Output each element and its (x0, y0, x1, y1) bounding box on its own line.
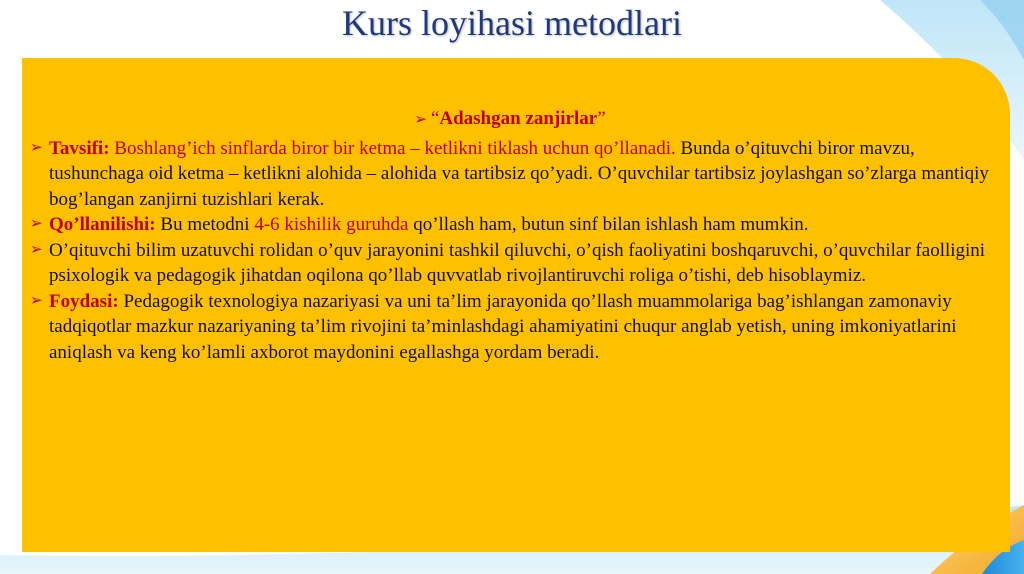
arrow-bullet-icon: ➢ (414, 112, 427, 128)
arrow-bullet-icon: ➢ (30, 139, 43, 156)
item-text: O’qituvchi bilim uzatuvchi rolidan o’quv jarayonini tashkil qiluvchi, o’qish faoliyatini boshqaruvchi, o’quvchilar faolligini psixologik va pedagogik jihatdan oqilona qo’llab quvvatlab rivojlantiruvchi roliga o’tishi, deb hisoblaymiz. (49, 239, 986, 286)
list-item-description (30, 136, 990, 213)
close-quote: ” (597, 108, 606, 129)
slide-title: Kurs loyihasi metodlari (342, 3, 682, 43)
list-item-usage (30, 212, 990, 238)
content-text (30, 106, 990, 365)
heading-text: Adashgan zanjirlar (439, 108, 598, 129)
arrow-bullet-icon: ➢ (30, 216, 43, 232)
item-body: Bunda o’qituvchi biror mavzu, tushunchaga oid ketma – ketlikni alohida – alohida va tartibsiz qo’yadi. O’quvchilar tartibsiz joylashgan so’zlarga mantiqiy bog’langan zanjirni tuzishlari kerak. (49, 137, 989, 210)
item-highlight: Boshlang’ich sinflarda biror bir ketma – ketlikni tiklash uchun qo’llanadi. (109, 137, 676, 159)
item-text (49, 212, 990, 238)
item-body: qo’llash ham, butun sinf bilan ishlash ham mumkin. (408, 214, 809, 235)
item-label: Qo’llanilishi: (49, 214, 156, 235)
item-text (49, 136, 990, 213)
item-body: Bu metodni (155, 214, 255, 235)
arrow-bullet-icon: ➢ (30, 292, 43, 309)
item-label: Foydasi: (49, 290, 119, 312)
item-highlight: 4-6 kishilik guruhda (254, 214, 409, 235)
method-heading (30, 106, 990, 134)
item-body: Pedagogik texnologiya nazariyasi va uni ta’lim jarayonida qo’llash muammolariga bag’ishlangan zamonaviy tadqiqotlar mazkur nazariyaning ta’lim rivojini ta’minlashdagi ahamiyatini chuqur anglab yetish, uning imkoniyatlarini aniqlash va keng ko’lamli axborot maydonini egallashga yordam beradi. (49, 290, 957, 363)
item-text (49, 289, 990, 366)
list-item-benefit (30, 289, 990, 366)
item-label: Tavsifi: (49, 137, 110, 159)
arrow-bullet-icon: ➢ (30, 241, 43, 258)
list-item-teacher-role (30, 238, 990, 289)
open-quote: “ (430, 108, 440, 129)
